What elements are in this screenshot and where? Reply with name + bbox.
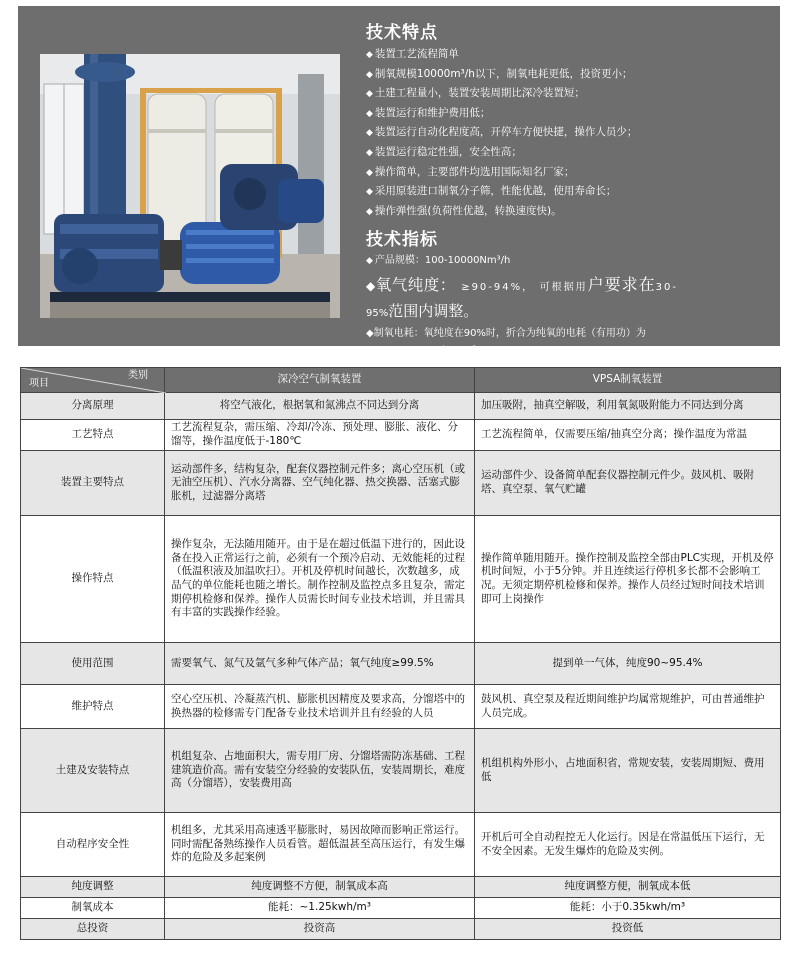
bullet-icon: ◆	[366, 89, 373, 100]
purity-mid: 可根据用	[539, 281, 588, 293]
vpsa-cell: 纯度调整方便，制氧成本低	[475, 877, 781, 898]
row-item-label: 维护特点	[21, 685, 165, 729]
cryogenic-cell: 机组复杂、占地面积大，需专用厂房、分馏塔需防冻基础、工程建筑造价高。需有安装空分经验的安装队伍，安装周期长，难度高（分馏塔），安装费用高	[165, 729, 475, 813]
purity-line	[366, 273, 770, 300]
cryogenic-cell: 操作复杂，无法随用随开。由于是在超过低温下进行的，因此设备在投入正常运行之前，必须有一个预冷启动、无效能耗的过程（低温积液及加温吹扫）。开机及停机时间越长，次数越多，成品气的单位能耗也随之增长。制作控制及监控点多且复杂，需定期停机检修和保养。操作人员需长时间专业技术培训，并且需具有丰富的实践操作经验。	[165, 516, 475, 643]
feature-text: 操作简单，主要部件均选用国际知名厂家；	[374, 165, 575, 178]
corner-top-label: 类别	[128, 370, 148, 381]
feature-text: 土建工程量小，装置安装周期比深冷装置短；	[374, 87, 585, 100]
comparison-table	[20, 367, 781, 940]
row-item-label: 纯度调整	[21, 877, 165, 898]
row-item-label: 使用范围	[21, 643, 165, 685]
cryogenic-cell: 将空气液化，根据氧和氮沸点不同达到分离	[165, 393, 475, 420]
bullet-icon: ◆	[366, 187, 373, 198]
power-line: ◆制氧电耗：氧纯度在90%时，折合为纯氧的电耗（有用功）为	[366, 327, 646, 339]
table-corner-cell	[21, 368, 165, 393]
vpsa-cell: 加压吸附，抽真空解吸，利用氧氮吸附能力不同达到分离	[475, 393, 781, 420]
row-item-label: 装置主要特点	[21, 451, 165, 516]
row-item-label: 总投资	[21, 919, 165, 940]
row-item-label: 分离原理	[21, 393, 165, 420]
cryogenic-cell: 能耗：~1.25kwh/m³	[165, 898, 475, 919]
feature-item	[366, 143, 770, 163]
table-row	[21, 919, 781, 940]
purity-label: 氧气纯度：	[375, 275, 456, 294]
feature-item	[366, 123, 770, 143]
row-item-label: 操作特点	[21, 516, 165, 643]
corner-bottom-label: 项目	[29, 378, 49, 390]
table-row	[21, 516, 781, 643]
vpsa-cell: 开机后可全自动程控无人化运行。因是在常温低压下运行，无不安全因素。无发生爆炸的危险及实例。	[475, 813, 781, 877]
table-row	[21, 643, 781, 685]
purity-emph: 户要求在	[587, 274, 656, 294]
feature-text: 采用原装进口制氧分子筛，性能优越，使用寿命长；	[374, 185, 617, 198]
table-row	[21, 393, 781, 420]
bullet-icon: ◆	[366, 327, 374, 339]
bullet-icon: ◆	[366, 256, 373, 267]
table-header-row	[21, 368, 781, 393]
vpsa-cell: 鼓风机、真空泵及程近期间维护均属常规维护，可由普通维护人员完成。	[475, 685, 781, 729]
bullet-icon: ◆	[366, 147, 373, 158]
feature-text: 装置运行自动化程度高，开停车方便快捷，操作人员少；	[374, 126, 638, 139]
bullet-icon: ◆	[366, 50, 373, 60]
feature-text: 装置运行和维护费用低；	[374, 106, 491, 119]
cryogenic-cell: 运动部件多，结构复杂，配套仪器控制元件多；离心空压机（或无油空压机）、汽水分离器、空气纯化器、热交换器、活塞式膨胀机，过滤器分离塔	[165, 451, 475, 516]
row-item-label: 工艺特点	[21, 420, 165, 451]
column-header-vpsa: VPSA制氧装置	[475, 368, 781, 393]
bullet-icon: ◆	[366, 206, 373, 217]
cryogenic-cell: 纯度调整不方便，制氧成本高	[165, 877, 475, 898]
indicators-title: 技术指标	[366, 230, 438, 251]
vpsa-cell: 能耗：小于0.35kwh/m³	[475, 898, 781, 919]
row-item-label: 土建及安装特点	[21, 729, 165, 813]
cryogenic-cell: 工艺流程复杂，需压缩、冷却/冷冻、预处理、膨胀、液化、分馏等，操作温度低于-180℃	[165, 420, 475, 451]
row-item-label: 自动程序安全性	[21, 813, 165, 877]
spec-panel	[366, 18, 770, 359]
capacity-line: ◆ 产品规模：100-10000Nm³/h	[366, 255, 511, 267]
bullet-icon: ◆	[366, 167, 373, 178]
vpsa-cell: 工艺流程简单，仅需要压缩/抽真空分离；操作温度为常温	[475, 420, 781, 451]
features-list	[366, 45, 770, 221]
vpsa-cell: 操作简单随用随开。操作控制及监控全部由PLC实现，开机及停机时间短，小于5分钟。并且连续运行停机多长都不会影响工况。无须定期停机检修和保养。操作人员经过短时间技术培训即可上岗操作	[475, 516, 781, 643]
feature-text: 操作弹性强(负荷性优越，转换速度快)。	[374, 204, 562, 217]
tech-banner	[18, 6, 780, 356]
table-row	[21, 451, 781, 516]
purity-value: ≥90-94%，	[461, 281, 535, 293]
bullet-icon: ◆	[366, 128, 373, 139]
power-line-2: 0.32-0.37KWh/ Nm³	[378, 344, 477, 356]
feature-item	[366, 182, 770, 202]
column-header-cryogenic: 深冷空气制氧装置	[165, 368, 475, 393]
feature-item	[366, 84, 770, 104]
vpsa-cell: 机组机构外形小，占地面积省，常规安装，安装周期短、费用低	[475, 729, 781, 813]
vpsa-cell: 提到单一气体，纯度90~95.4%	[475, 643, 781, 685]
feature-item	[366, 163, 770, 183]
purity-line2-pre: 95%	[366, 307, 389, 319]
table-row	[21, 898, 781, 919]
cryogenic-cell: 投资高	[165, 919, 475, 940]
table-row	[21, 420, 781, 451]
purity-line2: 范围内调整。	[388, 301, 479, 320]
comparison-table-body	[21, 368, 781, 940]
vpsa-cell: 运动部件少、设备简单配套仪器控制元件少。鼓风机、吸附塔、真空泵、氧气贮罐	[475, 451, 781, 516]
feature-item	[366, 65, 770, 85]
purity-range: 30-	[655, 281, 678, 293]
cryogenic-cell: 需要氧气、氮气及氩气多种气体产品；氧气纯度≥99.5%	[165, 643, 475, 685]
table-row	[21, 729, 781, 813]
table-row	[21, 877, 781, 898]
cryogenic-cell: 空心空压机、冷凝蒸汽机、膨胀机因精度及要求高，分馏塔中的换热器的检修需专门配备专业技术培训并且有经验的人员	[165, 685, 475, 729]
cryogenic-cell: 机组多，尤其采用高速透平膨胀时，易因故障而影响正常运行。同时需配备熟练操作人员看管。超低温甚至高压运行，有发生爆炸的危险及多起案例	[165, 813, 475, 877]
feature-item	[366, 104, 770, 124]
feature-text: 装置工艺流程简单	[374, 48, 459, 60]
feature-text: 装置运行稳定性强，安全性高；	[374, 145, 522, 158]
row-item-label: 制氧成本	[21, 898, 165, 919]
bullet-icon: ◆	[366, 278, 376, 293]
feature-text: 制氧规模10000m³/h以下，制氧电耗更低，投资更小；	[374, 67, 633, 80]
purity-line-2	[366, 300, 770, 325]
feature-item	[366, 45, 770, 65]
bullet-icon: ◆	[366, 69, 373, 80]
plant-photo	[40, 54, 340, 318]
feature-item	[366, 202, 770, 222]
table-row	[21, 685, 781, 729]
bullet-icon: ◆	[366, 108, 373, 119]
vpsa-cell: 投资低	[475, 919, 781, 940]
features-title: 技术特点	[366, 23, 438, 43]
table-row	[21, 813, 781, 877]
